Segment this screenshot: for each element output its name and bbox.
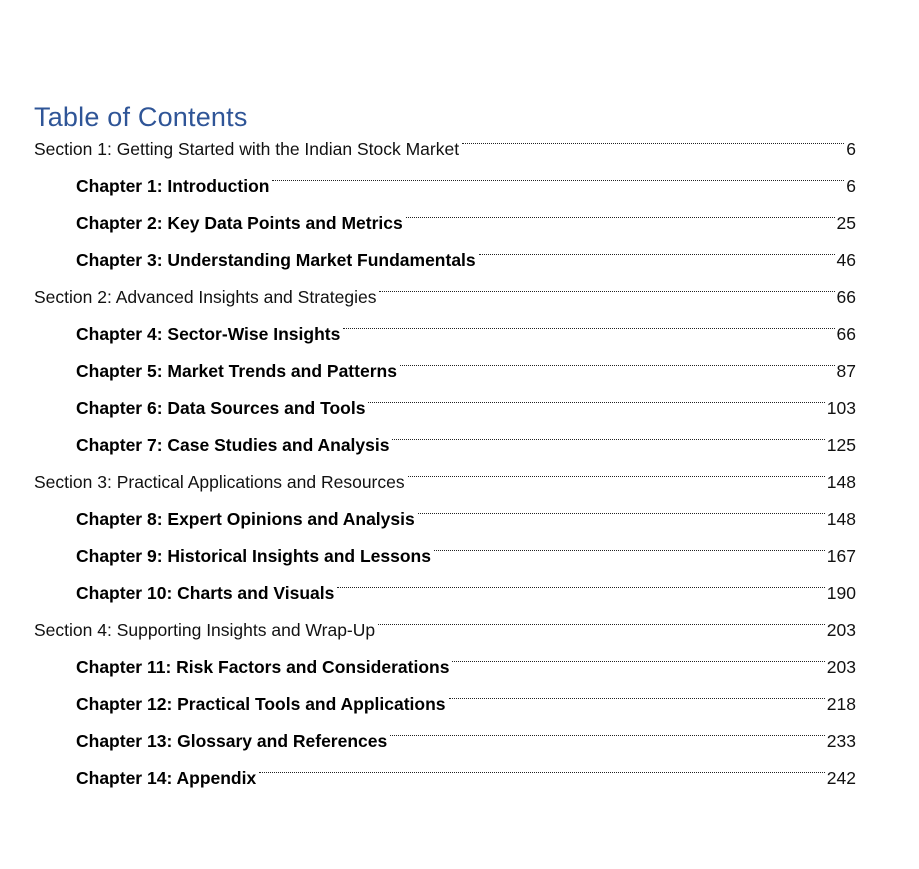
- toc-chapter-1[interactable]: [34, 155, 856, 196]
- toc-chapter-7[interactable]: [34, 414, 856, 455]
- toc-chapter-14[interactable]: [34, 747, 856, 788]
- dot-leader: [479, 229, 835, 266]
- toc-page-number: 66: [836, 287, 856, 307]
- toc-page-number: 6: [846, 176, 856, 196]
- toc-section-3[interactable]: [34, 451, 856, 492]
- dot-leader: [379, 266, 834, 303]
- toc-page-number: 218: [826, 694, 856, 714]
- dot-leader: [390, 710, 825, 747]
- dot-leader: [434, 525, 825, 562]
- dot-leader: [272, 155, 844, 192]
- toc-page-number: 242: [826, 768, 856, 788]
- toc-chapter-11[interactable]: [34, 636, 856, 677]
- toc-entry-label: Chapter 3: Understanding Market Fundamentals: [76, 250, 476, 270]
- dot-leader: [406, 192, 835, 229]
- dot-leader: [378, 599, 825, 636]
- toc-page-number: 190: [826, 583, 856, 603]
- toc-entry-label: Chapter 11: Risk Factors and Considerations: [76, 657, 450, 677]
- toc-entry-label: Chapter 12: Practical Tools and Applications: [76, 694, 446, 714]
- toc-entry-label: Chapter 13: Glossary and References: [76, 731, 388, 751]
- toc-entry-label: Chapter 9: Historical Insights and Lessons: [76, 546, 431, 566]
- toc-entry-label: Chapter 7: Case Studies and Analysis: [76, 435, 390, 455]
- toc-section-2[interactable]: [34, 266, 856, 307]
- dot-leader: [337, 562, 824, 599]
- toc-entry-label: Section 4: Supporting Insights and Wrap-Up: [34, 620, 376, 640]
- toc-chapter-12[interactable]: [34, 673, 856, 714]
- toc-page-number: 203: [826, 657, 856, 677]
- toc-entry-label: Chapter 14: Appendix: [76, 768, 257, 788]
- toc-page-number: 103: [826, 398, 856, 418]
- toc-title: Table of Contents: [34, 102, 248, 133]
- dot-leader: [418, 488, 825, 525]
- dot-leader: [392, 414, 824, 451]
- toc-chapter-9[interactable]: [34, 525, 856, 566]
- toc-list: [34, 118, 856, 788]
- dot-leader: [452, 636, 824, 673]
- toc-chapter-3[interactable]: [34, 229, 856, 270]
- toc-page-number: 125: [826, 435, 856, 455]
- dot-leader: [462, 118, 844, 155]
- toc-page-number: 87: [836, 361, 856, 381]
- toc-entry-label: Chapter 6: Data Sources and Tools: [76, 398, 366, 418]
- toc-entry-label: Chapter 2: Key Data Points and Metrics: [76, 213, 403, 233]
- dot-leader: [368, 377, 824, 414]
- toc-chapter-13[interactable]: [34, 710, 856, 751]
- toc-entry-label: Chapter 1: Introduction: [76, 176, 270, 196]
- toc-entry-label: Section 3: Practical Applications and Resources: [34, 472, 405, 492]
- toc-entry-label: Chapter 10: Charts and Visuals: [76, 583, 335, 603]
- toc-chapter-2[interactable]: [34, 192, 856, 233]
- toc-page-number: 203: [826, 620, 856, 640]
- dot-leader: [449, 673, 825, 710]
- toc-section-4[interactable]: [34, 599, 856, 640]
- toc-chapter-5[interactable]: [34, 340, 856, 381]
- toc-page-number: 148: [826, 472, 856, 492]
- dot-leader: [408, 451, 825, 488]
- dot-leader: [259, 747, 825, 784]
- toc-entry-label: Chapter 4: Sector-Wise Insights: [76, 324, 341, 344]
- dot-leader: [400, 340, 835, 377]
- toc-page-number: 148: [826, 509, 856, 529]
- toc-chapter-8[interactable]: [34, 488, 856, 529]
- toc-page-number: 66: [836, 324, 856, 344]
- toc-page-number: 6: [846, 139, 856, 159]
- toc-page-number: 46: [836, 250, 856, 270]
- toc-section-1[interactable]: [34, 118, 856, 159]
- toc-entry-label: Section 2: Advanced Insights and Strategies: [34, 287, 377, 307]
- toc-page-number: 233: [826, 731, 856, 751]
- toc-entry-label: Chapter 5: Market Trends and Patterns: [76, 361, 397, 381]
- toc-chapter-4[interactable]: [34, 303, 856, 344]
- toc-page-number: 167: [826, 546, 856, 566]
- dot-leader: [343, 303, 834, 340]
- toc-chapter-6[interactable]: [34, 377, 856, 418]
- toc-entry-label: Chapter 8: Expert Opinions and Analysis: [76, 509, 415, 529]
- toc-entry-label: Section 1: Getting Started with the Indian Stock Market: [34, 139, 460, 159]
- toc-page-number: 25: [836, 213, 856, 233]
- toc-chapter-10[interactable]: [34, 562, 856, 603]
